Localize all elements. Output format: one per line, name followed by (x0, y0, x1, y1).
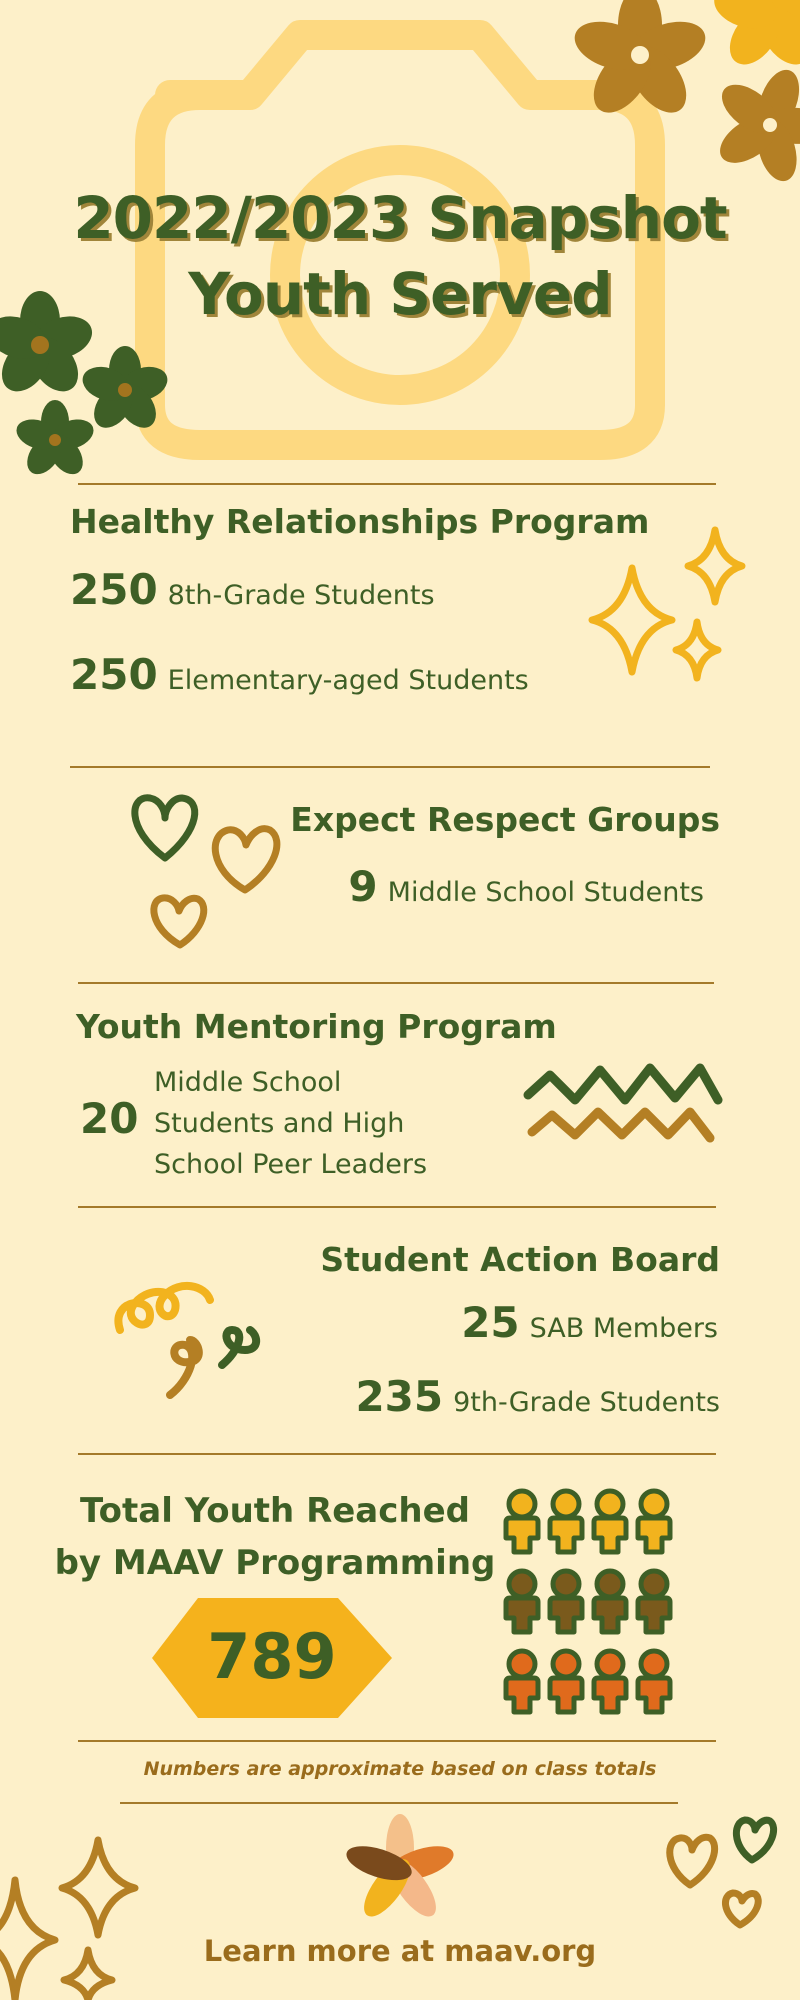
total-heading-line-2: by MAAV Programming (54, 1543, 496, 1583)
divider (78, 1206, 716, 1208)
heart-icon (670, 1820, 774, 1925)
sab-row-1 (461, 1298, 718, 1347)
person-icon (594, 1651, 626, 1712)
title-line-1: 2022/2023 Snapshot (73, 184, 727, 252)
person-icon (506, 1651, 538, 1712)
approx-note: Numbers are approximate based on class totals (143, 1758, 657, 1780)
person-icon (550, 1571, 582, 1632)
sparkle-icon (592, 530, 742, 678)
divider (78, 982, 714, 984)
person-icon (638, 1571, 670, 1632)
person-icon (550, 1491, 582, 1552)
flower-icon (712, 64, 800, 185)
divider (78, 1740, 716, 1742)
sparkle-icon (0, 1840, 135, 2000)
hands-logo-icon (342, 1814, 457, 1924)
divider (70, 766, 710, 768)
people-grid (500, 1480, 690, 1740)
mentoring-num: 20 (80, 1094, 139, 1143)
person-icon (638, 1651, 670, 1712)
person-icon (550, 1651, 582, 1712)
footer-link[interactable]: Learn more at maav.org (203, 1934, 597, 1968)
healthy-num-2: 250 (70, 650, 158, 699)
person-icon (506, 1491, 538, 1552)
person-icon (594, 1491, 626, 1552)
healthy-label-1: 8th-Grade Students (167, 580, 435, 611)
mentoring-label (154, 1062, 427, 1185)
respect-label-1: Middle School Students (387, 877, 704, 908)
respect-heading: Expect Respect Groups (290, 800, 720, 839)
respect-num-1: 9 (348, 862, 378, 911)
heart-icon (135, 798, 277, 945)
divider (120, 1802, 678, 1804)
mentoring-label-line-2: Students and High (154, 1108, 405, 1139)
sab-heading: Student Action Board (320, 1240, 720, 1279)
healthy-heading: Healthy Relationships Program (70, 502, 650, 541)
person-icon (638, 1491, 670, 1552)
person-icon (594, 1571, 626, 1632)
mentoring-label-line-1: Middle School (154, 1067, 342, 1098)
healthy-row-1 (70, 565, 435, 614)
flower-icon (13, 400, 98, 481)
mentoring-label-line-3: School Peer Leaders (154, 1149, 428, 1180)
sab-label-1: SAB Members (529, 1313, 718, 1344)
healthy-label-2: Elementary-aged Students (167, 665, 529, 696)
zigzag-icon (528, 1068, 718, 1138)
mentoring-heading: Youth Mentoring Program (76, 1007, 557, 1046)
total-heading (50, 1485, 500, 1589)
divider (78, 483, 716, 485)
page-title (0, 180, 800, 332)
divider (78, 1453, 716, 1455)
person-icon (506, 1571, 538, 1632)
sab-num-1: 25 (461, 1298, 520, 1347)
total-value: 789 (207, 1620, 337, 1693)
title-line-2: Youth Served (188, 260, 612, 328)
respect-row-1 (348, 862, 704, 911)
sab-num-2: 235 (355, 1372, 444, 1421)
flower-icon (709, 0, 800, 74)
healthy-row-2 (70, 650, 529, 699)
total-heading-line-1: Total Youth Reached (79, 1491, 471, 1531)
healthy-num-1: 250 (70, 565, 158, 614)
sab-label-2: 9th-Grade Students (453, 1387, 720, 1418)
sab-row-2 (355, 1372, 720, 1421)
squiggle-icon (118, 1286, 256, 1395)
